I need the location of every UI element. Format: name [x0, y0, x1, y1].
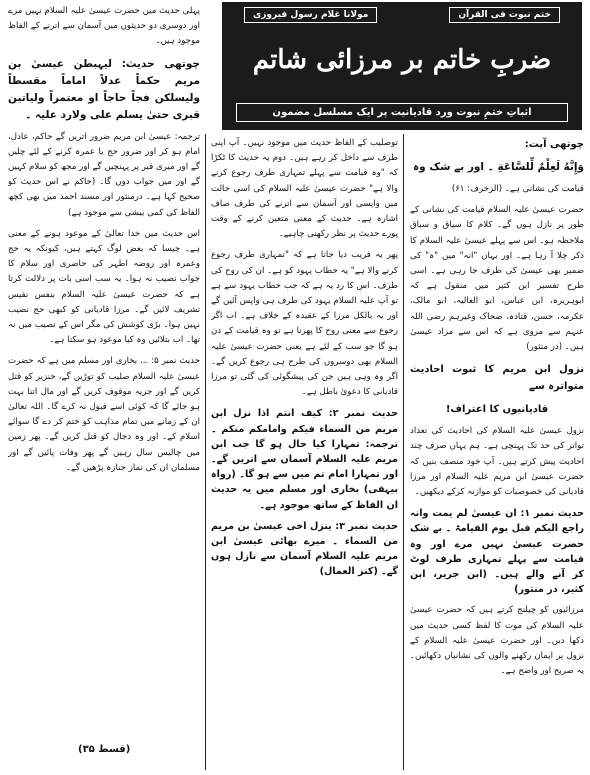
paragraph: حدیث نمبر ۵: ... بخاری اور مسلم میں ہے کہ حضرت عیسیٰ علیہ السلام صلیب کو توڑیں گے، خنزیر کو قتل کریں گے اور جزیہ موقوف کریں گے اور مال اتنا بہت ہو جائے گا کہ کوئی اسے قبول نہ کرے گا۔ اللہ تعالیٰ ان کے زمانے میں تمام مذاہب کو ختم کر دے گا سوائے اسلام کے۔ اور وہ دجال کو قتل کریں گے۔ پھر زمین میں چالیس سال رہیں گے پھر وفات پائیں گے اور مسلمان ان کی نماز جنازہ پڑھیں گے۔ — [8, 356, 200, 473]
hadith-text: حدیث نمبر ۲: کیف انتم اذا نزل ابن مریم من السماء فیکم وامامکم منکم ۔ ترجمہ: تمہارا کیا حال ہو گا جب ابن مریم علیہ السلام آسمان سے اتریں گے۔ اور تمہارا امام تم میں سے ہو گا۔ (رواہ بیہقی) بخاری اور مسلم میں یہ حدیث ان الفاظ کے ساتھ موجود ہے۔ — [211, 408, 398, 511]
article-subtitle: اثباتِ ختمِ نبوت ورد قادیانیت پر ایک مسلسل مضمون — [236, 103, 568, 122]
column-divider — [205, 134, 206, 770]
section-heading: چوتھی آیت: — [524, 139, 584, 150]
hadith-heading: چوتھی حدیث: لیہبطن عیسیٰ بن مریم حکماً عدلاً اماماً مقسطاً ولیسلکن فجاً حاجاً او معتمراً ولیاتین قبری حتیٰ یسلم علی ولارد علیہ ۔ — [8, 57, 200, 121]
ayah-text: وَإِنَّهُ لَعِلْمٌ لِّلسَّاعَةِ ۔ اور بے شک وہ — [413, 161, 584, 173]
paragraph: توصلیب کے الفاظ حدیث میں موجود نہیں۔ آپ اپنی طرف سے داخل کر رہے ہیں۔ دوم یہ حدیث کا ٹکڑا کہ "وہ قیامت سے پہلے تمہاری طرف رجوع کرنے والا ہے" حضرت عیسیٰ علیہ السلام کی اسی حالت میں واپسی اور آسمان سے اترنے کی طرف صاف اشارہ ہے۔ حدیث کے معنی متعین کرنے کے وقت پورے حدیث پر نظر رکھنی چاہیے۔ — [211, 138, 398, 240]
left-column — [8, 4, 200, 740]
banner-top-row — [222, 2, 582, 28]
installment-number: (قسط ۳۵) — [78, 744, 131, 755]
article-header-banner — [222, 2, 582, 130]
article-title: ضربِ خاتم بر مرزائی شاتم — [252, 45, 552, 75]
series-label: ختم نبوت فی القرآن — [449, 7, 560, 23]
paragraph: اس حدیث میں خدا تعالیٰ کے موعود ہونے کے معنی ہے۔ جیسا کہ بعض لوگ کہتے ہیں، کیونکہ یہ حج وعمرہ اور روضہ اطہر کی حاضری اور سلام کا جواب نصیب نہ ہوا۔ یہ سب اسی بات پر دلالت کرتا ہے کہ حضرت عیسیٰ علیہ السلام بنفس نفیس تشریف لائیں گے۔ مرزا قادیانی کو کبھی حج نصیب نہیں ہوا۔ بڑی کوشش کی مگر اس کے نصیب میں نہ تھا۔ اب بتلائیں وہ کیا موعود ہو سکتا ہے۔ — [8, 228, 200, 346]
paragraph: مرزائیوں کو چیلنج کرتے ہیں کہ حضرت عیسیٰ علیہ السلام کی موت کا لفظ کسی حدیث میں دکھا دیں۔ اور حضرت عیسیٰ علیہ السلام کے نزول پر ایمان رکھنے والوں کی نشانیاں دکھائیں۔ یہ صریح اور واضح ہے۔ — [410, 605, 584, 677]
author-name: مولانا غلام رسول فیروزی — [244, 7, 377, 23]
paragraph: پہلی حدیث میں حضرت عیسیٰ علیہ السلام نہیں مرے اور دوسری دو حدیثوں میں آسمان سے اترنے کے الفاظ موجود ہیں۔ — [8, 6, 200, 47]
paragraph: نزول عیسیٰ علیہ السلام کی احادیث کی تعداد تواتر کی حد تک پہنچی ہے۔ ہم یہاں صرف چند احادیث پیش کرتے ہیں۔ آپ خود منصف بنیں کہ حضرت عیسیٰ ابن مریم علیہ السلام اور مرزا قادیانی کی خصوصیات کو موازنہ کرکے دیکھیں۔ — [410, 426, 584, 498]
section-heading: قادیانیوں کا اعتراف! — [445, 404, 549, 416]
paragraph: حضرت عیسیٰ علیہ السلام قیامت کی نشانی کے طور پر نازل ہوں گے۔ کلام کا سیاق و سباق ملاحظہ ہو۔ اس سے پہلے عیسیٰ علیہ السلام کا ذکر چلا آ رہا ہے۔ اور یہاں "انہ" میں "ہ" کی ضمیر بھی عیسیٰ کی طرف جا رہی ہے۔ اسی طرح تفسیر ابن کثیر میں منقول ہے کہ ابوہریرہ، ابن عباس، ابو العالیہ، ابو مالک، عکرمہ، حسن، قتادہ، ضحاک وغیرہم رضی اللہ عنہم سے مروی ہے کہ اس سے مراد عیسیٰ ہیں۔ (در منثور) — [410, 205, 584, 353]
hadith-text: حدیث نمبر ۱: ان عیسیٰ لم یمت وانہ راجع الیکم قبل یوم القیامۃ ۔ بے شک حضرت عیسیٰ نہیں مرے اور وہ قیامت سے پہلے تمہاری طرف لوٹ کر آنے والے ہیں۔ (ابن جریر، ابن کثیر، در منثور) — [410, 508, 584, 596]
middle-column — [211, 136, 398, 770]
section-heading: نزول ابن مریم کا ثبوت احادیث متواترہ سے — [410, 364, 584, 393]
paragraph: قیامت کی نشانی ہے۔ (الزخرف: ۶۱) — [451, 184, 584, 194]
paragraph: ترجمہ: عیسیٰ ابن مریم ضرور اتریں گے حاکم، عادل، امام ہو کر اور ضرور حج یا عمرہ کرنے کے لئے چلیں گے اور میری قبر پر پہنچیں گے اور مجھ کو سلام کہیں گے اور میں جواب دوں گا۔ (حاکم نے اس حدیث کو صحیح کہا ہے۔ درمنثور اور مسند احمد میں بھی کچھ الفاظ کی کمی بیشی سے موجود ہے) — [8, 131, 200, 218]
paragraph: پھر یہ فریب دیا جاتا ہے کہ "تمہاری طرف رجوع کرنے والا ہے" یہ خطاب یہود کو ہے۔ ان کی روح کی طرف۔ اس کا رد یہ ہے کہ جب خطاب یہود سے ہے تو آپ علیہ السلام یہود کی طرف ہی واپس آئیں گے اور یہ بالکل مرزا کے عقیدہ کے خلاف ہے۔ اب اگر رجوع سے معنی روح کا پھرنا ہے تو وہ قیامت کے دن ہو گا جو سب کے لئے ہے یعنی حضرت عیسیٰ علیہ السلام بھی دوسروں کی طرح ہی رجوع کریں گے۔ اگر وہ وہی ہیں جن کی پیشگوئی کی گئی تو مرزا قادیانی کا دعویٰ باطل ہے۔ — [211, 250, 398, 398]
column-divider — [403, 134, 404, 770]
right-column — [410, 136, 584, 770]
hadith-text: حدیث نمبر ۳: ینزل اخی عیسیٰ بن مریم من السماء ۔ میرے بھائی عیسیٰ ابن مریم علیہ السلام آسمان سے نازل ہوں گے۔ (کنز العمال) — [211, 520, 398, 578]
